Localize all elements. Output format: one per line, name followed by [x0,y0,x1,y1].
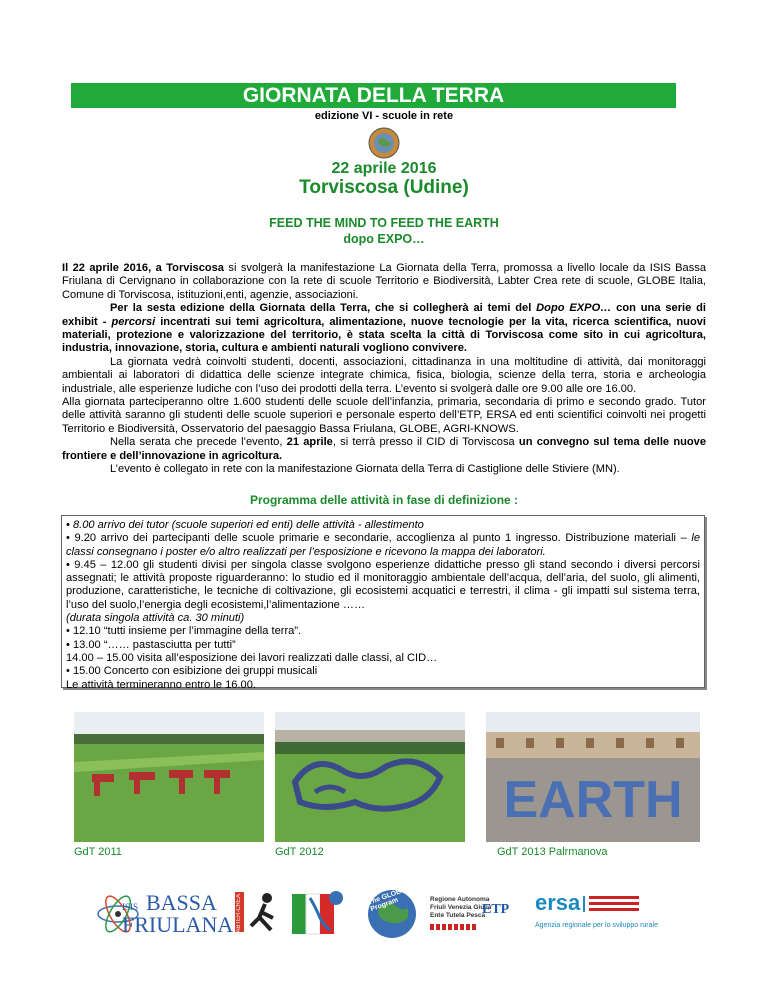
intro-p2-italic2: percorsi [111,315,156,328]
intro-paragraph-2 [62,302,706,356]
program-heading: Programma delle attività in fase di definizione : [249,493,519,507]
bassa-text: BASSA [146,890,217,915]
globe-italia-logo [290,888,350,938]
globe-program-text: The GLOBE Program [367,886,407,914]
region-line-3: Ente Tutela Pesca [430,912,486,919]
intro-p1-bold: Il 22 aprile 2016, a Torviscosa [62,262,224,274]
edition-subtitle: edizione VI - scuole in rete [314,110,454,122]
region-line-1: Regione Autonoma [430,896,490,903]
globe-program-logo [360,888,424,938]
intro-paragraph-5 [62,436,706,463]
italy-flag-icon [290,888,350,938]
program-line-2b: le classi consegnano i poster e/o altro realizzati per l’esposizione e ricevono la mappa dei laboratori. [66,532,700,558]
labter-crea-logo [235,888,285,938]
event-place: Torviscosa (Udine) [299,177,469,198]
intro-p2-a: Per la sesta edizione della Giornata della Terra, che si collegherà ai temi del [110,302,537,315]
program-line-2 [66,532,700,559]
earth-formation-text: EARTH [503,771,683,829]
etp-text: ETP [482,902,510,917]
intro-p2-b: con una serie di exhibit - [62,302,706,328]
caption-2013: GdT 2013 Palrmanova [497,846,608,858]
slogan-line-2: dopo EXPO… [343,232,425,246]
program-line-1: • 8.00 arrivo dei tutor (scuole superiori ed enti) delle attività - allestimento [66,519,424,531]
intro-p2-italic: Dopo EXPO… [536,302,612,315]
program-line-8: • 15.00 Concerto con esibizione dei gruppi musicali [66,665,318,678]
region-line-2: Friuli Venezia Giulia [430,904,492,911]
program-line-6: • 13.00 “…… pastasciutta per tutti” [66,638,236,651]
photo-gdt-2013 [486,712,700,842]
intro-p5-a: Nella serata che precede l’evento, [110,436,287,449]
program-line-9: Le attività termineranno entro le 16.00. [66,678,256,691]
photo-gdt-2011 [74,712,264,842]
program-line-4: (durata singola attività ca. 30 minuti) [66,612,245,625]
intro-p5-bold2: un convegno sul tema delle nuove frontiere e dell’innovazione in agricoltura. [62,436,706,462]
ersa-subtitle: Agenzia regionale per lo sviluppo rurale [535,922,658,929]
photo-gdt-2012 [275,712,465,842]
labter-text: LABTER-CREA [236,894,242,937]
program-box [61,515,705,691]
program-line-3: • 9.45 – 12.00 gli studenti divisi per singola classe svolgono esperienze didattiche presso gli stand secondo i diversi percorsi assegnati; le attività proposte riguarderanno: lo studio ed il monitoraggio ambientale dell’acqua, dell’aria, del suolo, gli alimenti, produzione, caratteristiche, le tecniche di coltivazione, gli ecosistemi acquatici e terrestri, il clima - gli impatti sul sistema terra, l’uso del suolo,l’energia degli ecosistemi,l’alimentazione …… [66,558,700,611]
page-title: GIORNATA DELLA TERRA [242,84,505,107]
isis-bassa-friulana-logo [96,888,234,938]
ersa-logo [535,888,665,938]
intro-paragraph-1 [62,262,706,302]
intro-p1-text: si svolgerà la manifestazione La Giornata della Terra, promossa a livello locale da ISIS Bassa Friulana di Cervignano in collaborazione con la rete di scuole Territorio e Biodiversità, Labter Crea rete di scuole, GLOBE Italia, Comune di Torviscosa, istituzioni,enti, agenzie, associazioni. [62,262,706,301]
intro-p2-c: incentrati sui temi agricoltura, alimentazione, nuove tecnologie per la vita, ricerca scientifica, nuovi materiali, protezione e valorizzazione del territorio, è stata scelta la città di Torviscosa come sito in cui agricoltura, industria, innovazione, storia, cultura e ambienti naturali vogliono convivere. [62,315,706,355]
ersa-text: ersa [535,890,581,915]
program-line-2a: • 9.20 arrivo dei partecipanti delle scuole primarie e secondarie, accoglienza al punto 1 ingresso. Distribuzione materiali – [66,532,692,545]
intro-p5-bold1: 21 aprile [286,436,333,449]
intro-paragraph-4: Alla giornata parteciperanno oltre 1.600 studenti delle scuole dell’infanzia, primaria, secondaria di primo e secondo grado. Tutor delle attività saranno gli studenti delle scuole superiori e personale esperto dell’ETP, ERSA ed enti scientifici coinvolti nei progetti Territorio e Biodiversità, Osservatorio del paesaggio Bassa Friulana, GLOBE, AGRI-KNOWS. [62,396,706,435]
friulana-text: FRIULANA [122,912,234,937]
region-etp-logo [430,888,510,938]
intro-section [62,262,706,477]
caption-2011: GdT 2011 [74,846,122,858]
intro-paragraph-3: La giornata vedrà coinvolti studenti, docenti, associazioni, cittadinanza in una moltitudine di attività, dai monitoraggi ambientali ai laboratori di didattica delle scienze integrate chimica, fisica, biologia, scienze della terra, storia e archeologia industriale, alle esperienze ludiche con l’uso dei prodotti della terra. L’evento si svolgerà dalle ore 9.00 alle ore 16.00. [62,355,706,395]
globe-logo-icon [368,127,400,159]
slogan-line-1: FEED THE MIND TO FEED THE EARTH [269,216,499,230]
runner-icon [247,892,281,932]
program-line-5: • 12.10 “tutti insieme per l’immagine della terra”. [66,625,302,638]
title-banner [71,83,676,108]
isis-text: ISIS [122,902,139,912]
program-line-7: 14.00 – 15.00 visita all’esposizione dei lavori realizzati dalle classi, al CID… [66,651,438,664]
event-date: 22 aprile 2016 [331,160,437,177]
intro-paragraph-6: L’evento è collegato in rete con la manifestazione Giornata della Terra di Castiglione delle Stiviere (MN). [110,463,620,476]
intro-p5-b: , si terrà presso il CID di Torviscosa [332,436,519,449]
caption-2012: GdT 2012 [275,846,324,858]
